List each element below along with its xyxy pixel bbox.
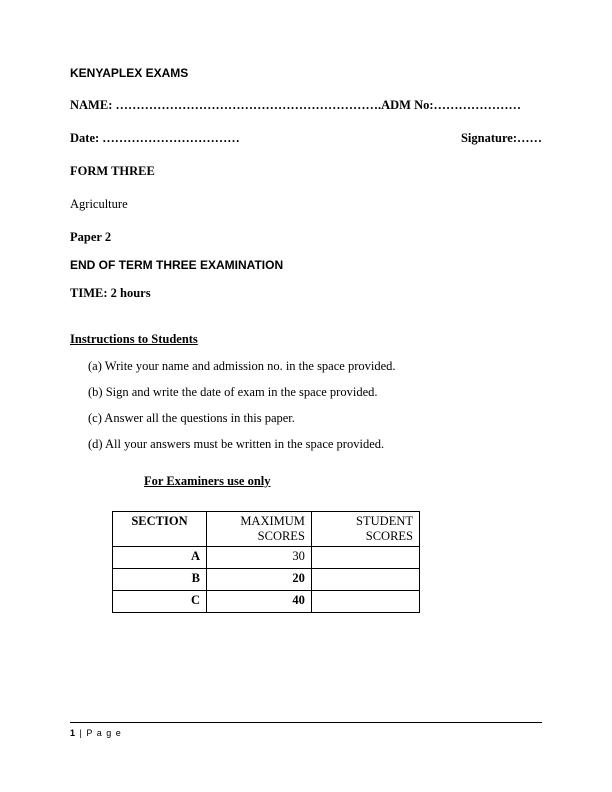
- examiners-use-only-heading: For Examiners use only: [144, 473, 271, 488]
- cell-section-a: A: [113, 546, 207, 568]
- list-item: (d) All your answers must be written in the space provided.: [88, 436, 385, 451]
- date-signature-row: [70, 131, 542, 146]
- paper-number: Paper 2: [70, 230, 112, 245]
- cell-student-c[interactable]: [311, 590, 419, 612]
- spacer: [70, 301, 542, 319]
- footer-separator: |: [79, 728, 83, 738]
- list-item: (c) Answer all the questions in this paper.: [88, 410, 295, 425]
- exam-title: END OF TERM THREE EXAMINATION: [70, 258, 284, 273]
- table-row: [113, 546, 420, 568]
- cell-student-b[interactable]: [311, 568, 419, 590]
- date-label: Date: ……………………………: [70, 131, 240, 146]
- header-section: SECTION: [113, 511, 207, 546]
- footer-divider: [70, 722, 542, 723]
- document-body: [70, 66, 542, 613]
- exam-duration: TIME: 2 hours: [70, 285, 151, 300]
- list-item: (b) Sign and write the date of exam in the space provided.: [88, 384, 378, 399]
- spacer: [70, 113, 542, 131]
- cell-section-c: C: [113, 590, 207, 612]
- score-table: [112, 511, 420, 613]
- spacer: [70, 245, 542, 258]
- spacer: [70, 212, 542, 230]
- table-row: [113, 590, 420, 612]
- table-row: [113, 568, 420, 590]
- page-footer: [70, 722, 542, 738]
- subject-name: Agriculture: [70, 197, 128, 212]
- instructions-list: [70, 359, 542, 452]
- spacer: [70, 179, 542, 197]
- spacer: [70, 146, 542, 164]
- cell-maximum-b: 20: [207, 568, 312, 590]
- table-header-row: [113, 511, 420, 546]
- footer-page-word: P a g e: [86, 728, 122, 738]
- instructions-heading: Instructions to Students: [70, 331, 198, 346]
- header-maximum-line1: MAXIMUM: [240, 513, 305, 528]
- footer-content: [70, 728, 542, 738]
- spacer: [70, 273, 542, 286]
- cell-student-a[interactable]: [311, 546, 419, 568]
- cell-maximum-a: 30: [207, 546, 312, 568]
- spacer: [70, 80, 542, 98]
- header-maximum-scores: [207, 511, 312, 546]
- header-maximum-line2: SCORES: [257, 528, 305, 543]
- cell-section-b: B: [113, 568, 207, 590]
- exam-board-title: KENYAPLEX EXAMS: [70, 66, 189, 80]
- form-level: FORM THREE: [70, 164, 155, 179]
- header-student-line1: STUDENT: [356, 513, 413, 528]
- name-admission-line: NAME: ……………………………………………………….ADM No:…………………: [70, 98, 522, 113]
- cell-maximum-c: 40: [207, 590, 312, 612]
- list-item: (a) Write your name and admission no. in the space provided.: [88, 358, 396, 373]
- signature-label: Signature:……: [460, 131, 542, 146]
- header-student-scores: [311, 511, 419, 546]
- spacer: [70, 319, 542, 332]
- footer-page-number: 1: [70, 728, 77, 738]
- header-student-line2: SCORES: [365, 528, 413, 543]
